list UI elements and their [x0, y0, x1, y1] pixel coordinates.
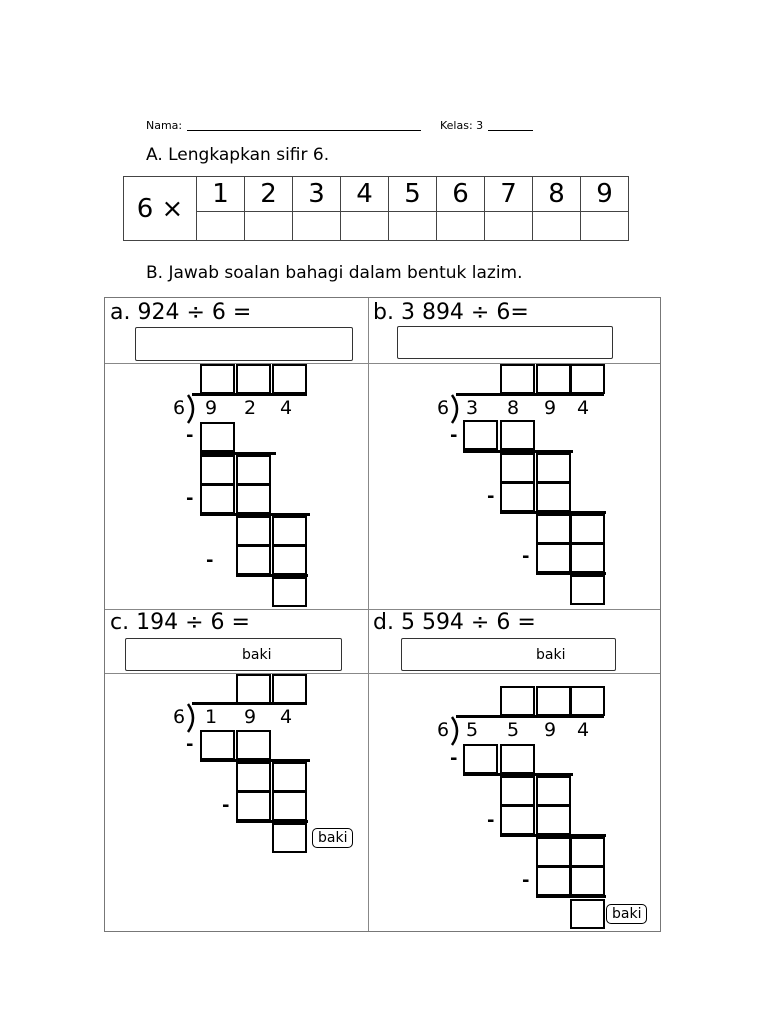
question-d-title: d. 5 594 ÷ 6 =	[373, 610, 536, 635]
divisor: 6	[173, 397, 186, 419]
minus-sign: -	[186, 488, 194, 509]
work-box[interactable]	[536, 453, 571, 483]
sifir-answer-cell[interactable]	[197, 212, 245, 241]
dividend-digit: 2	[244, 397, 257, 419]
remainder-box[interactable]	[570, 899, 605, 929]
division-bracket	[186, 702, 200, 734]
nama-label: Nama:	[146, 119, 183, 132]
minus-sign: -	[487, 810, 495, 831]
dividend-digit: 4	[280, 706, 293, 728]
dividend-digit: 4	[280, 397, 293, 419]
dividend-digit: 5	[507, 719, 520, 741]
minus-sign: -	[450, 425, 458, 446]
quotient-box[interactable]	[500, 364, 535, 394]
division-bar	[456, 715, 604, 718]
remainder-box[interactable]	[570, 575, 605, 605]
work-box[interactable]	[536, 543, 571, 573]
minus-sign: -	[206, 550, 214, 571]
sifir-number: 8	[533, 177, 581, 212]
division-bar	[192, 393, 307, 396]
work-box[interactable]	[463, 744, 498, 774]
minus-sign: -	[186, 734, 194, 755]
work-box[interactable]	[536, 866, 571, 896]
work-box[interactable]	[570, 514, 605, 544]
work-box[interactable]	[536, 514, 571, 544]
minus-sign: -	[487, 486, 495, 507]
work-box[interactable]	[236, 545, 271, 575]
work-box[interactable]	[500, 744, 535, 774]
division-bracket	[450, 393, 464, 425]
question-b-title: b. 3 894 ÷ 6=	[373, 300, 529, 325]
quotient-box[interactable]	[236, 674, 271, 704]
dividend-digit: 5	[466, 719, 479, 741]
sifir-table	[123, 176, 629, 241]
remainder-box[interactable]	[272, 823, 307, 853]
work-box[interactable]	[536, 837, 571, 867]
division-bracket	[450, 715, 464, 747]
work-box[interactable]	[500, 776, 535, 806]
quotient-box[interactable]	[272, 364, 307, 394]
work-box[interactable]	[536, 482, 571, 512]
minus-sign: -	[186, 425, 194, 446]
sifir-number: 6	[437, 177, 485, 212]
sifir-answer-cell[interactable]	[245, 212, 293, 241]
divisor: 6	[437, 719, 450, 741]
work-box[interactable]	[272, 545, 307, 575]
dividend-digit: 4	[577, 719, 590, 741]
work-box[interactable]	[200, 484, 235, 514]
work-box[interactable]	[200, 422, 235, 452]
quotient-box[interactable]	[536, 364, 571, 394]
sifir-answer-cell[interactable]	[437, 212, 485, 241]
sifir-number: 5	[389, 177, 437, 212]
subtract-line	[536, 895, 606, 898]
dividend-digit: 9	[244, 706, 257, 728]
work-box[interactable]	[236, 791, 271, 821]
dividend-digit: 9	[205, 397, 218, 419]
work-box[interactable]	[236, 730, 271, 760]
sifir-number: 2	[245, 177, 293, 212]
work-box[interactable]	[570, 866, 605, 896]
minus-sign: -	[522, 546, 530, 567]
work-box[interactable]	[500, 482, 535, 512]
work-box[interactable]	[463, 420, 498, 450]
sifir-answer-cell[interactable]	[341, 212, 389, 241]
baki-tag-d: baki	[606, 904, 647, 924]
quotient-box[interactable]	[536, 686, 571, 716]
sifir-answer-cell[interactable]	[485, 212, 533, 241]
sifir-row-label: 6 ×	[124, 177, 197, 241]
work-box[interactable]	[500, 805, 535, 835]
quotient-box[interactable]	[272, 674, 307, 704]
divisor: 6	[173, 706, 186, 728]
grid-divider	[368, 298, 369, 931]
quotient-box[interactable]	[236, 364, 271, 394]
answer-box-a[interactable]	[135, 327, 353, 361]
sifir-answer-cell[interactable]	[293, 212, 341, 241]
work-box[interactable]	[536, 776, 571, 806]
sifir-answer-cell[interactable]	[533, 212, 581, 241]
sifir-number: 9	[581, 177, 629, 212]
dividend-digit: 1	[205, 706, 218, 728]
minus-sign: -	[450, 748, 458, 769]
quotient-box[interactable]	[500, 686, 535, 716]
work-box[interactable]	[236, 484, 271, 514]
divisor: 6	[437, 397, 450, 419]
minus-sign: -	[522, 870, 530, 891]
sifir-number: 1	[197, 177, 245, 212]
sifir-number: 3	[293, 177, 341, 212]
work-box[interactable]	[200, 730, 235, 760]
division-bracket	[186, 393, 200, 425]
work-box[interactable]	[236, 516, 271, 546]
remainder-box[interactable]	[272, 577, 307, 607]
section-b-title: B. Jawab soalan bahagi dalam bentuk lazim.	[146, 263, 523, 283]
nama-field[interactable]	[187, 130, 421, 131]
quotient-box[interactable]	[570, 364, 605, 394]
work-box[interactable]	[200, 455, 235, 485]
dividend-digit: 8	[507, 397, 520, 419]
quotient-box[interactable]	[200, 364, 235, 394]
sifir-answer-cell[interactable]	[389, 212, 437, 241]
work-box[interactable]	[272, 762, 307, 792]
division-bar	[192, 702, 307, 705]
work-box[interactable]	[570, 837, 605, 867]
answer-box-b[interactable]	[397, 326, 613, 359]
baki-label-c: baki	[242, 647, 272, 663]
division-bar	[456, 393, 604, 396]
kelas-label: Kelas: 3	[440, 119, 484, 132]
sifir-number: 4	[341, 177, 389, 212]
sifir-number: 7	[485, 177, 533, 212]
answer-box-d[interactable]	[401, 638, 616, 671]
kelas-field[interactable]	[488, 130, 533, 131]
minus-sign: -	[222, 795, 230, 816]
work-box[interactable]	[272, 516, 307, 546]
sifir-answer-cell[interactable]	[581, 212, 629, 241]
question-a-title: a. 924 ÷ 6 =	[110, 300, 252, 325]
work-box[interactable]	[272, 791, 307, 821]
dividend-digit: 9	[544, 397, 557, 419]
question-c-title: c. 194 ÷ 6 =	[110, 610, 250, 635]
baki-label-d: baki	[536, 647, 566, 663]
work-box[interactable]	[500, 453, 535, 483]
dividend-digit: 9	[544, 719, 557, 741]
quotient-box[interactable]	[570, 686, 605, 716]
dividend-digit: 3	[466, 397, 479, 419]
work-box[interactable]	[236, 762, 271, 792]
dividend-digit: 4	[577, 397, 590, 419]
section-a-title: A. Lengkapkan sifir 6.	[146, 145, 330, 165]
work-box[interactable]	[570, 543, 605, 573]
baki-tag-c: baki	[312, 828, 353, 848]
work-box[interactable]	[236, 455, 271, 485]
grid-divider	[105, 673, 660, 674]
work-box[interactable]	[500, 420, 535, 450]
answer-box-c[interactable]	[125, 638, 342, 671]
work-box[interactable]	[536, 805, 571, 835]
